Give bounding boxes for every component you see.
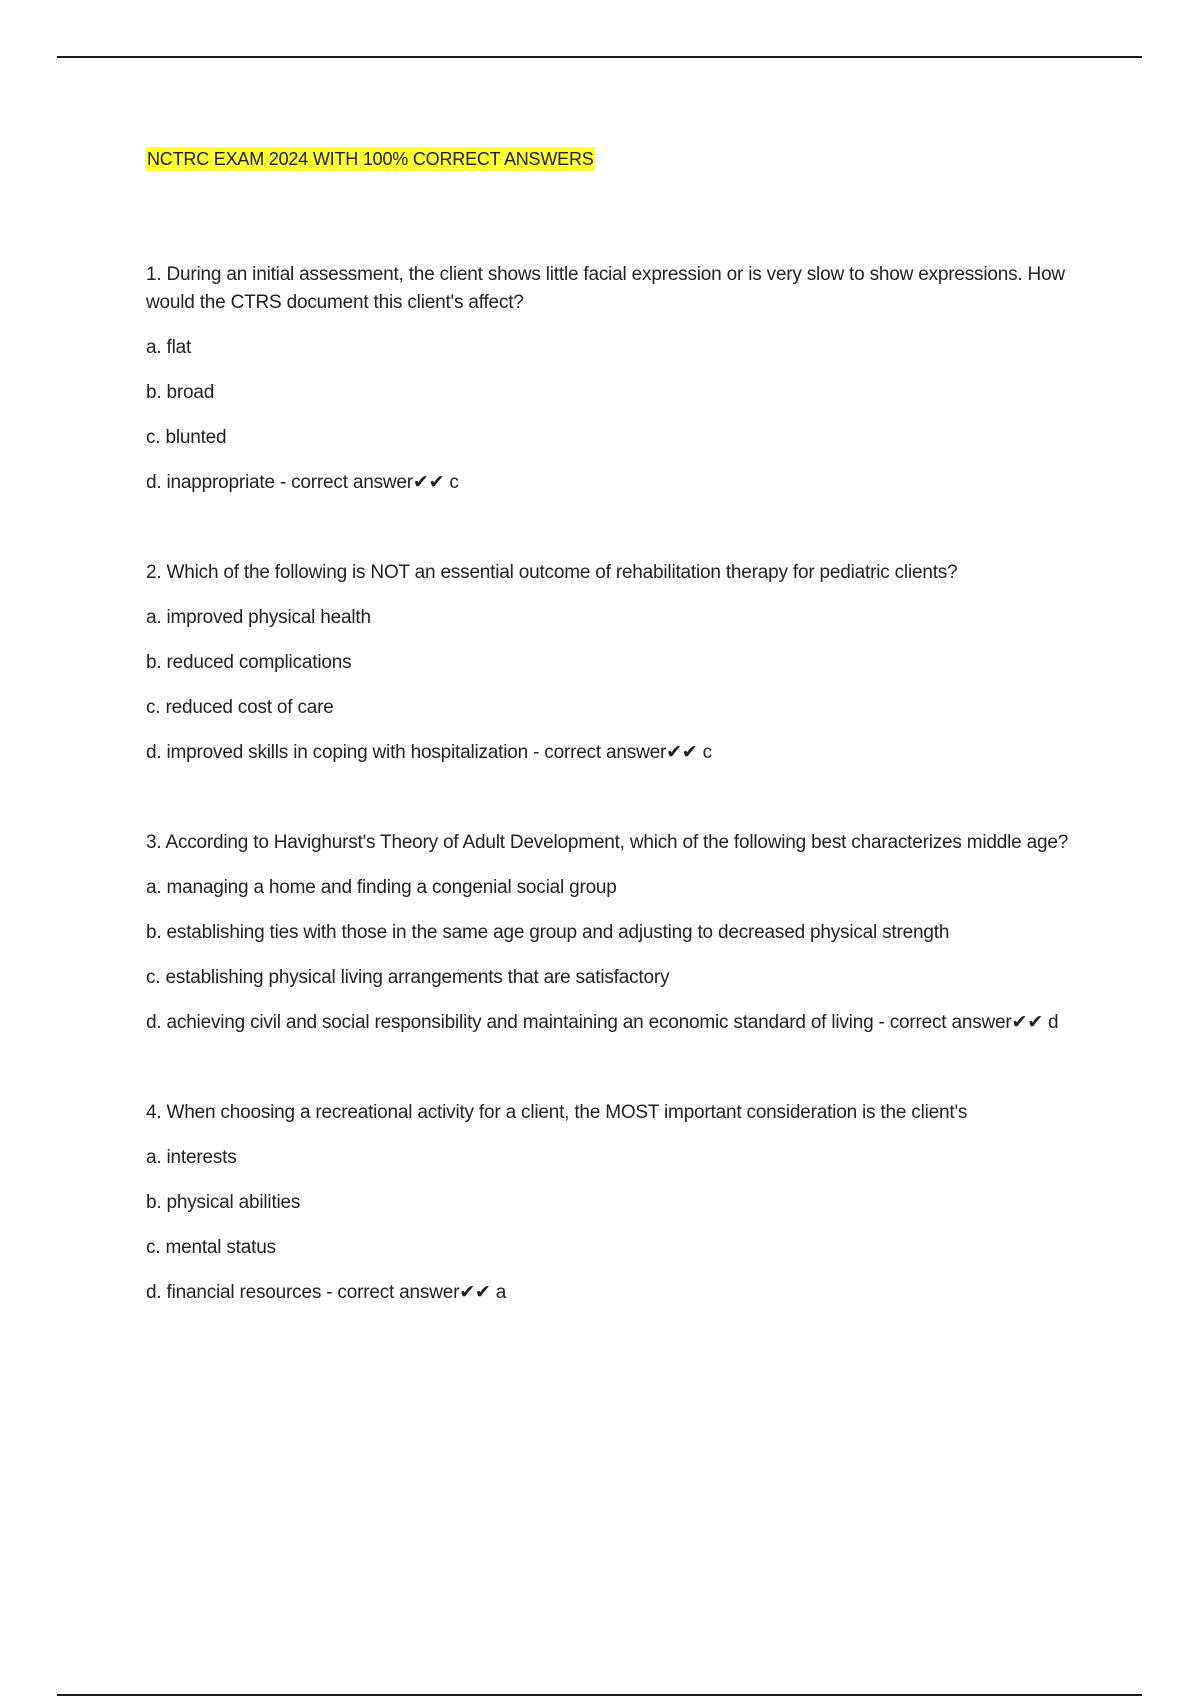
answer-option: c. blunted bbox=[146, 427, 227, 448]
document-body bbox=[146, 146, 1076, 1369]
header-rule bbox=[57, 56, 1142, 58]
answer-option: b. reduced complications bbox=[146, 652, 352, 673]
document-title: NCTRC EXAM 2024 WITH 100% CORRECT ANSWERS bbox=[147, 149, 594, 169]
question-3 bbox=[146, 829, 1076, 1037]
answer-option: b. broad bbox=[146, 382, 215, 403]
question-2 bbox=[146, 559, 1076, 767]
answer-option-with-key: d. financial resources - correct answer✔✔ a bbox=[146, 1282, 507, 1303]
answer-option: c. reduced cost of care bbox=[146, 697, 334, 718]
answer-option-with-key: d. improved skills in coping with hospitalization - correct answer✔✔ c bbox=[146, 742, 712, 763]
answer-option: c. mental status bbox=[146, 1237, 276, 1258]
question-text: 2. Which of the following is NOT an essential outcome of rehabilitation therapy for pediatric clients? bbox=[146, 562, 958, 583]
answer-option: b. physical abilities bbox=[146, 1192, 301, 1213]
answer-option: a. flat bbox=[146, 337, 192, 358]
answer-option: c. establishing physical living arrangements that are satisfactory bbox=[146, 967, 670, 988]
question-4 bbox=[146, 1099, 1076, 1307]
answer-option: a. interests bbox=[146, 1147, 237, 1168]
answer-option-with-key: d. inappropriate - correct answer✔✔ c bbox=[146, 472, 459, 493]
answer-option: b. establishing ties with those in the same age group and adjusting to decreased physical strength bbox=[146, 922, 950, 943]
answer-option: a. improved physical health bbox=[146, 607, 371, 628]
answer-option-with-key: d. achieving civil and social responsibility and maintaining an economic standard of living - correct answer✔✔ d bbox=[146, 1012, 1059, 1033]
question-text: 1. During an initial assessment, the client shows little facial expression or is very slow to show expressions. How would the CTRS document this client's affect? bbox=[146, 264, 1065, 313]
footer-rule bbox=[57, 1694, 1142, 1696]
answer-option: a. managing a home and finding a congenial social group bbox=[146, 877, 617, 898]
question-text: 3. According to Havighurst's Theory of Adult Development, which of the following best characterizes middle age? bbox=[146, 832, 1069, 853]
question-text: 4. When choosing a recreational activity for a client, the MOST important consideration is the client's bbox=[146, 1102, 968, 1123]
question-1 bbox=[146, 261, 1076, 497]
